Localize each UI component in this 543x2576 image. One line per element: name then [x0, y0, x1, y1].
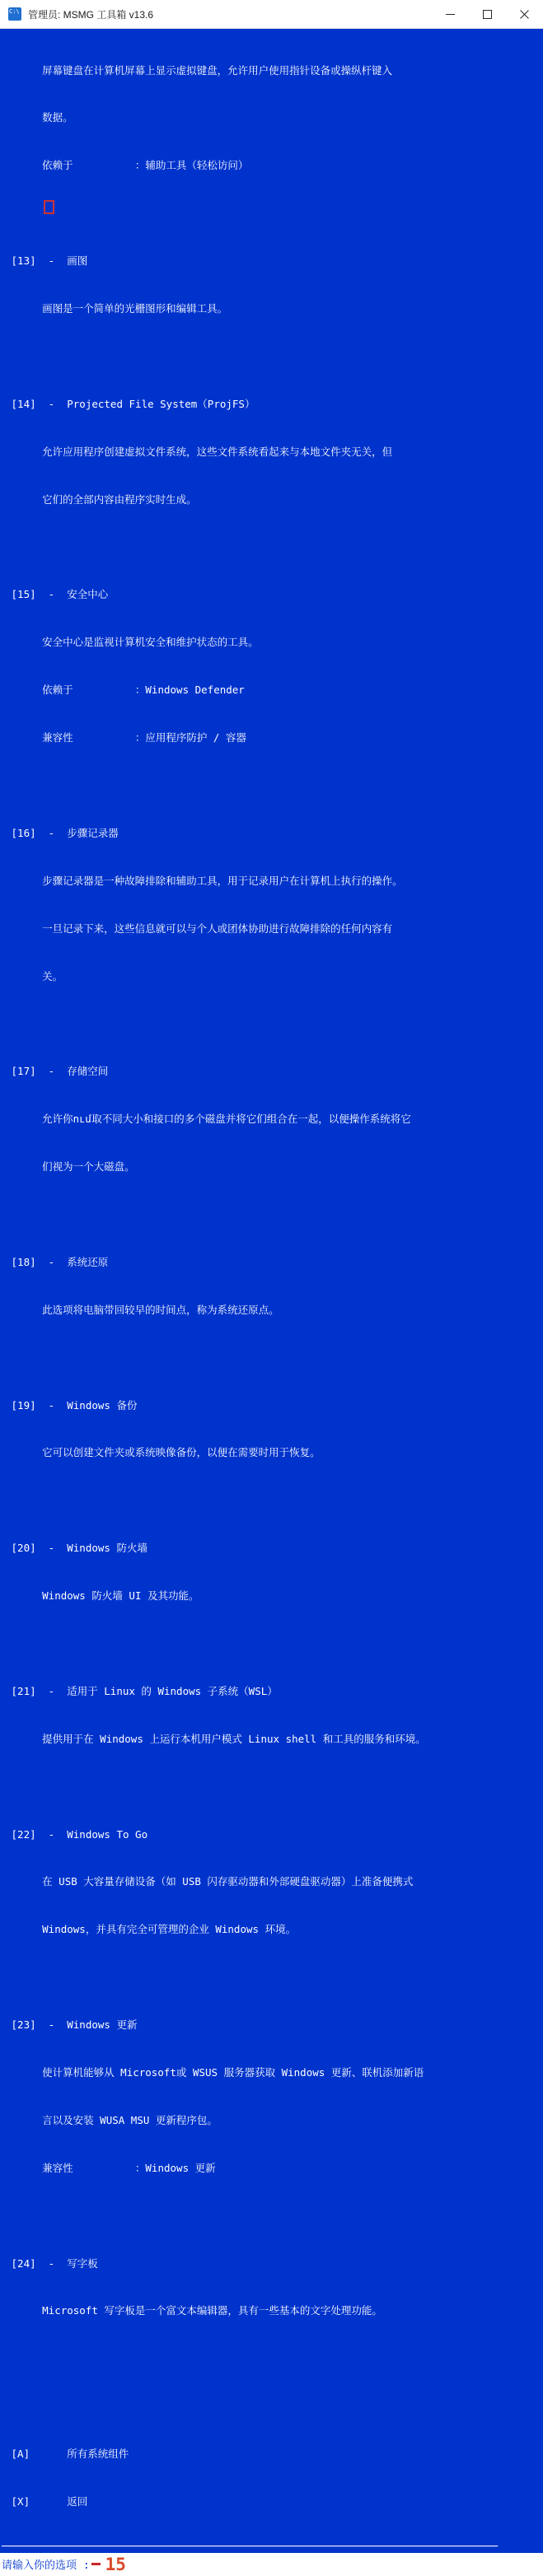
console-line-entry-24[interactable]: [24] - 写字板: [5, 2256, 98, 2270]
console-line: 步骤记录器是一种故障排除和辅助工具，用于记录用户在计算机上执行的操作。: [5, 874, 403, 887]
console-line-entry-x[interactable]: [X] 返回: [5, 2495, 88, 2508]
window-controls: [432, 0, 543, 28]
console-line-entry-15[interactable]: [15] - 安全中心: [5, 588, 109, 601]
console-line: 关。: [5, 969, 63, 982]
console-icon: [8, 7, 21, 21]
console-line: 提供用于在 Windows 上运行本机用户模式 Linux shell 和工具的服务和环境。: [5, 1732, 426, 1745]
prompt-label: 请输入你的选项 :: [2, 2560, 90, 2573]
console-output-area[interactable]: [0, 29, 543, 2553]
console-line-entry-21[interactable]: [21] - 适用于 Linux 的 Windows 子系统（WSL）: [5, 1684, 278, 1697]
minimize-icon[interactable]: [432, 0, 469, 28]
console-line: 依赖于 ：辅助工具（轻松访问）: [5, 159, 249, 172]
input-caret: [91, 2563, 101, 2565]
console-line: [5, 1969, 538, 1985]
console-line: 屏幕键盘在计算机屏幕上显示虚拟键盘，允许用户使用指针设备或操纵杆键入: [5, 63, 393, 77]
console-line: Microsoft 写字板是一个富文本编辑器，具有一些基本的文字处理功能。: [5, 2304, 382, 2317]
console-line: 依赖于 ：Windows Defender: [5, 684, 245, 697]
console-line-entry-19[interactable]: [19] - Windows 备份: [5, 1398, 138, 1412]
console-line: [5, 1206, 538, 1222]
console-line-entry-16[interactable]: [16] - 步骤记录器: [5, 826, 119, 839]
prompt-bar[interactable]: [0, 2553, 543, 2576]
prompt-input-value[interactable]: 15: [105, 2554, 126, 2574]
console-line-entry-13[interactable]: [13] - 画图: [5, 254, 88, 268]
console-line: 此选项将电脑带回较早的时间点，称为系统还原点。: [5, 1303, 279, 1316]
console-text: [0, 29, 543, 2541]
console-line: [5, 1636, 538, 1651]
console-line: 数据。: [5, 111, 73, 124]
console-line: [5, 2350, 538, 2366]
console-line: [5, 205, 538, 221]
console-line: 画图是一个简单的光栅图形和编辑工具。: [5, 302, 228, 315]
console-line: Windows 防火墙 UI 及其功能。: [5, 1589, 199, 1603]
console-line: 言以及安装 WUSA MSU 更新程序包。: [5, 2113, 218, 2126]
maximize-icon[interactable]: [469, 0, 506, 28]
console-line-entry-20[interactable]: [20] - Windows 防火墙: [5, 1542, 147, 1555]
title-bar: [0, 0, 543, 29]
console-line-entry-23[interactable]: [23] - Windows 更新: [5, 2018, 138, 2032]
console-line: [5, 1015, 538, 1031]
console-line: 们视为一个大磁盘。: [5, 1160, 135, 1174]
console-line-entry-18[interactable]: [18] - 系统还原: [5, 1255, 109, 1268]
console-line: 一旦记录下来，这些信息就可以与个人或团体协助进行故障排除的任何内容有: [5, 922, 393, 935]
console-line: 它可以创建文件夹或系统映像备份，以便在需要时用于恢复。: [5, 1446, 321, 1459]
window-title: 管理员: MSMG 工具箱 v13.6: [28, 8, 154, 21]
console-line: 它们的全部内容由程序实时生成。: [5, 492, 197, 506]
console-line: [5, 1779, 538, 1794]
console-line: [5, 539, 538, 555]
console-line-entry-14[interactable]: [14] - Projected File System（ProjFS）: [5, 397, 255, 410]
console-line-entry-17[interactable]: [17] - 存储空间: [5, 1065, 109, 1078]
console-divider: ────────────────────────────────────────────────────────────────────────────────: [0, 2541, 543, 2553]
console-line: 允许应用程序创建虚拟文件系统，这些文件系统看起来与本地文件夹无关，但: [5, 445, 393, 458]
console-line-entry-a[interactable]: [A] 所有系统组件: [5, 2448, 129, 2461]
console-line: 允许你ում取不同大小和接口的多个磁盘并将它们组合在一起，以便操作系统将它: [5, 1113, 411, 1126]
console-line: [5, 1350, 538, 1365]
console-line: [5, 2208, 538, 2224]
console-line: 兼容性 ：Windows 更新: [5, 2161, 216, 2174]
console-line: [5, 777, 538, 793]
console-line: 使计算机能够从 Microsoft或 WSUS 服务器获取 Windows 更新、联机添加新语: [5, 2066, 424, 2079]
console-line-entry-22[interactable]: [22] - Windows To Go: [5, 1827, 148, 1841]
console-line: [5, 348, 538, 364]
console-line: 在 USB 大容量存储设备（如 USB 闪存驱动器和外部硬盘驱动器）上准备便携式: [5, 1875, 414, 1888]
console-line: Windows，并具有完全可管理的企业 Windows 环境。: [5, 1923, 297, 1936]
console-line: 兼容性 ：应用程序防护 / 容器: [5, 731, 246, 744]
console-line: [5, 1492, 538, 1508]
console-line: [5, 2398, 538, 2414]
close-icon[interactable]: [506, 0, 543, 28]
console-line: 安全中心是监视计算机安全和维护状态的工具。: [5, 636, 259, 649]
